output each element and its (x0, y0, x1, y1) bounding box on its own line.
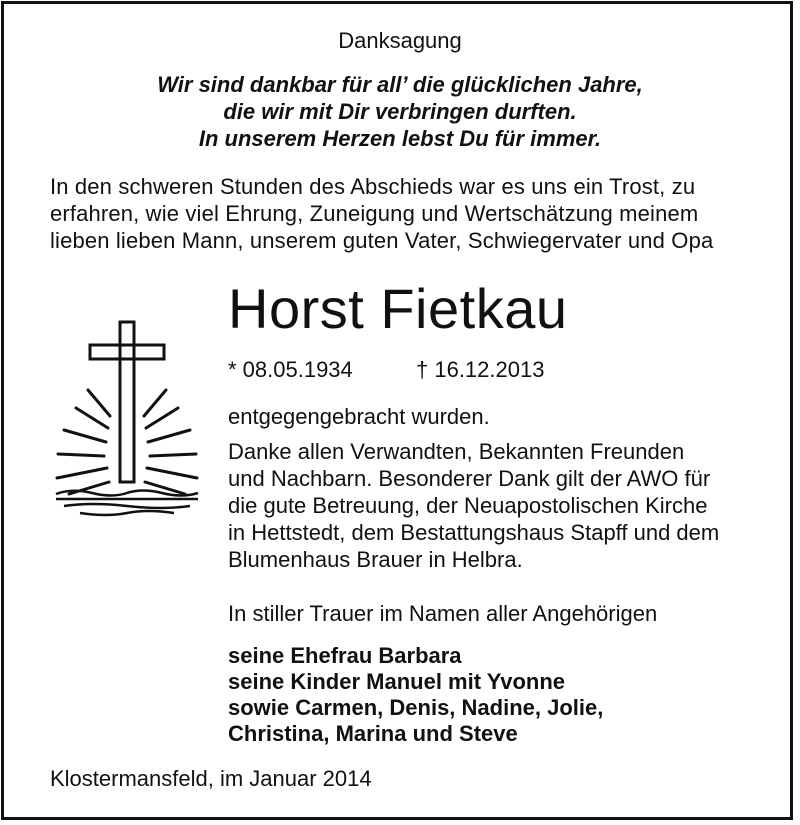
thanks-line-2: und Nachbarn. Besonderer Dank gilt der AWO für (228, 466, 711, 491)
thanks-line-5: Blumenhaus Brauer in Helbra. (228, 547, 523, 572)
intro-line-2: erfahren, wie viel Ehrung, Zuneigung und Wertschätzung meinem (50, 201, 699, 226)
signatory-line-2: seine Kinder Manuel mit Yvonne (228, 669, 566, 694)
intro-line-3: lieben lieben Mann, unserem guten Vater, Schwiegervater und Opa (50, 228, 714, 253)
cross-with-sun-rays-icon (52, 318, 202, 528)
thanks-line-3: die gute Betreuung, der Neuapostolischen Kirche (228, 493, 708, 518)
signatory-line-4: Christina, Marina und Steve (228, 721, 518, 746)
quote-line-2: die wir mit Dir verbringen durften. (223, 99, 577, 124)
intro-line-1: In den schweren Stunden des Abschieds war es uns ein Trost, zu (50, 174, 696, 199)
body-after-name: entgegengebracht wurden. (228, 404, 490, 429)
deceased-name: Horst Fietkau (228, 277, 568, 340)
quote-line-1: Wir sind dankbar für all’ die glücklichen Jahre, (157, 72, 643, 97)
quote-line-3: In unserem Herzen lebst Du für immer. (198, 126, 602, 151)
signatory-line-3: sowie Carmen, Denis, Nadine, Jolie, (228, 695, 604, 720)
thanks-line-4: in Hettstedt, dem Bestattungshaus Stapff und dem (228, 520, 720, 545)
signatory-line-1: seine Ehefrau Barbara (228, 643, 462, 668)
notice-heading: Danksagung (338, 28, 462, 53)
birth-date: * 08.05.1934 (228, 357, 353, 382)
death-date: † 16.12.2013 (416, 357, 545, 382)
place-and-date: Klostermansfeld, im Januar 2014 (50, 766, 372, 791)
mourning-line: In stiller Trauer im Namen aller Angehörigen (228, 601, 658, 626)
thanks-line-1: Danke allen Verwandten, Bekannten Freunden (228, 439, 685, 464)
